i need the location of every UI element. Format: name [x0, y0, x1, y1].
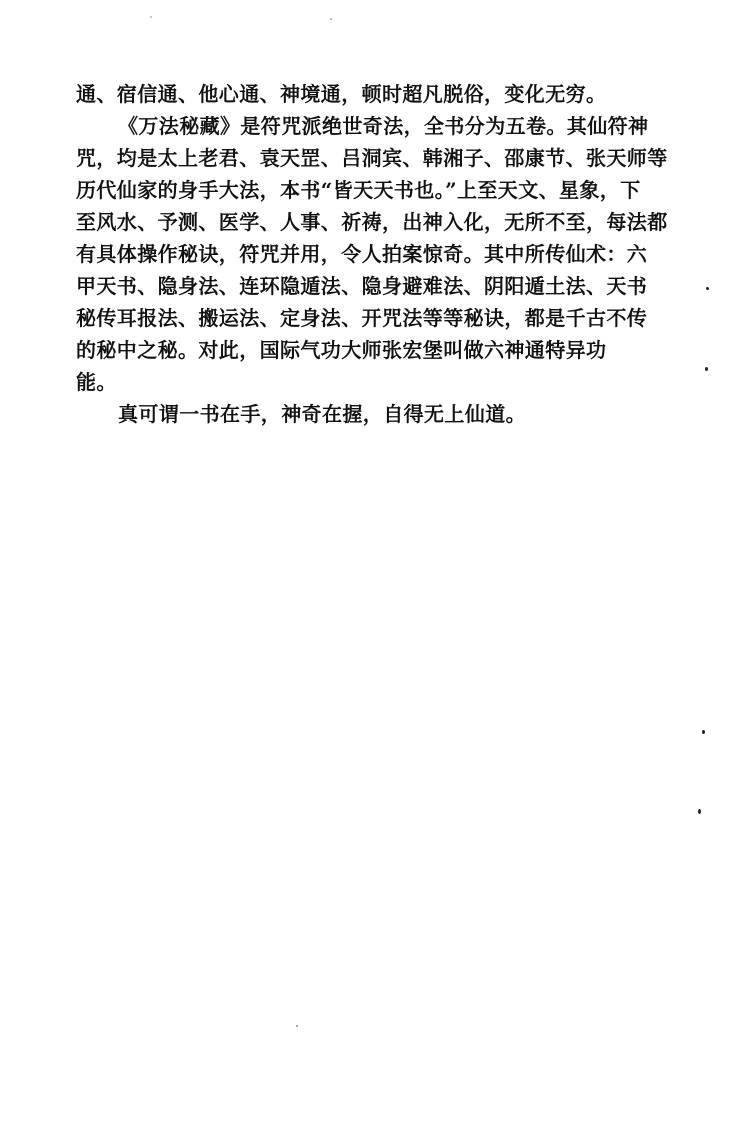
text-line-7: 甲天书、隐身法、连环隐遁法、隐身避难法、阴阳遁土法、天书 [76, 274, 648, 298]
body-text [76, 78, 668, 430]
text-line-1: 通、宿信通、他心通、神境通，顿时超凡脱俗，变化无穷。 [76, 82, 607, 106]
text-line-9: 的秘中之秘。对此，国际气功大师张宏堡叫做六神通特异功 [76, 338, 607, 362]
text-line-6: 有具体操作秘诀，符咒并用，令人拍案惊奇。其中所传仙术：六 [76, 242, 648, 266]
scan-speck [150, 16, 152, 18]
scan-speck [706, 287, 709, 290]
scan-speck [702, 730, 705, 734]
scan-speck [296, 1025, 298, 1027]
text-line-5: 至风水、予测、医学、人事、祈祷，出神入化，无所不至，每法都 [76, 210, 668, 234]
text-line-10: 能。 [76, 370, 117, 394]
text-line-4: 历代仙家的身手大法，本书“皆天天书也。”上至天文、星象，下 [76, 178, 641, 202]
text-line-3: 咒，均是太上老君、袁天罡、吕洞宾、韩湘子、邵康节、张天师等 [76, 146, 668, 170]
scan-speck [698, 809, 701, 814]
text-line-8: 秘传耳报法、搬运法、定身法、开咒法等等秘诀，都是千古不传 [76, 306, 648, 330]
text-line-2: 《万法秘藏》是符咒派绝世奇法，全书分为五卷。其仙符神 [118, 114, 649, 138]
scan-speck [330, 18, 332, 20]
text-line-11: 真可谓一书在手，神奇在握，自得无上仙道。 [118, 402, 526, 426]
scan-speck [705, 367, 708, 371]
